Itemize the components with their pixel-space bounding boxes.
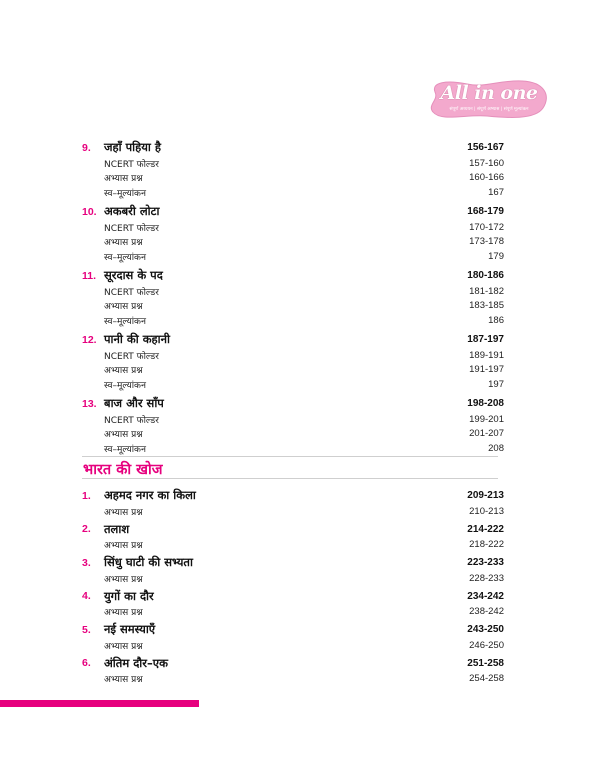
sub-label: अभ्यास प्रश्न (104, 302, 143, 313)
sub-label: NCERT फोल्डर (104, 351, 159, 362)
sub-pages: 228-233 (469, 572, 504, 584)
sub-pages: 218-222 (469, 539, 504, 551)
footer-accent-bar (0, 700, 199, 707)
sub-pages: 170-172 (469, 221, 504, 233)
chapter-title: पानी की कहानी (104, 332, 170, 346)
chapter-pages: 198-208 (467, 398, 504, 409)
chapter-pages: 223-233 (467, 557, 504, 568)
sub-label: अभ्यास प्रश्न (104, 541, 143, 552)
sub-pages: 238-242 (469, 606, 504, 618)
toc-part2 (82, 487, 504, 688)
logo-wordmark: All in one (440, 82, 538, 104)
chapter-title: जहाँ पहिया है (104, 140, 161, 154)
toc-chapter[interactable] (82, 588, 504, 622)
chapter-pages: 209-213 (467, 490, 504, 501)
chapter-pages: 251-258 (467, 657, 504, 669)
sub-label: अभ्यास प्रश्न (104, 574, 143, 585)
chapter-number: 3. (82, 556, 91, 569)
chapter-number: 6. (82, 657, 91, 669)
chapter-number: 1. (82, 489, 91, 502)
chapter-pages: 214-222 (467, 523, 504, 535)
toc-chapter[interactable] (82, 267, 504, 331)
sub-label: अभ्यास प्रश्न (104, 174, 143, 185)
toc-chapter[interactable] (82, 655, 504, 689)
chapter-pages: 156-167 (467, 142, 504, 153)
toc-chapter[interactable] (82, 521, 504, 555)
section-divider (82, 478, 498, 479)
section-divider (82, 456, 498, 457)
sub-pages: 160-166 (469, 172, 504, 184)
sub-label: स्व–मूल्यांकन (104, 444, 146, 455)
chapter-title: सिंधु घाटी की सभ्यता (104, 555, 193, 569)
toc-chapter[interactable] (82, 554, 504, 588)
toc-chapter[interactable] (82, 139, 504, 203)
logo-tagline: संपूर्ण अध्ययन | संपूर्ण अभ्यास | संपूर्ण मूल्यांकन (449, 107, 529, 112)
sub-pages: 254-258 (469, 673, 504, 685)
sub-label: अभ्यास प्रश्न (104, 608, 143, 619)
chapter-title: अंतिम दौर–एक (104, 655, 168, 670)
sub-pages: 181-182 (469, 285, 504, 297)
sub-label: अभ्यास प्रश्न (104, 507, 143, 518)
chapter-title: अहमद नगर का किला (104, 488, 196, 502)
chapter-number: 13. (82, 397, 97, 410)
chapter-number: 5. (82, 623, 91, 636)
toc-chapter[interactable] (82, 487, 504, 521)
sub-pages: 173-178 (469, 236, 504, 248)
chapter-pages: 234-242 (467, 590, 504, 602)
sub-pages: 179 (488, 250, 504, 262)
sub-label: स्व–मूल्यांकन (104, 252, 146, 263)
sub-pages: 210-213 (469, 505, 504, 517)
sub-label: NCERT फोल्डर (104, 223, 159, 234)
chapter-pages: 187-197 (467, 334, 504, 345)
sub-pages: 246-250 (469, 639, 504, 651)
chapter-number: 11. (82, 269, 97, 282)
toc-chapter[interactable] (82, 331, 504, 395)
sub-label: NCERT फोल्डर (104, 159, 159, 170)
chapter-number: 2. (82, 523, 91, 535)
section-title: भारत की खोज (83, 462, 163, 478)
chapter-title: सूरदास के पद (104, 268, 163, 282)
chapter-number: 10. (82, 205, 97, 218)
sub-label: अभ्यास प्रश्न (104, 430, 143, 441)
chapter-title: युगों का दौर (104, 588, 154, 603)
chapter-title: तलाश (104, 521, 130, 536)
chapter-number: 9. (82, 141, 91, 154)
sub-label: स्व–मूल्यांकन (104, 316, 146, 327)
chapter-number: 12. (82, 333, 97, 346)
chapter-pages: 180-186 (467, 270, 504, 281)
sub-pages: 167 (488, 186, 504, 198)
all-in-one-logo (427, 78, 549, 122)
sub-pages: 201-207 (469, 428, 504, 440)
toc-chapter[interactable] (82, 395, 504, 459)
toc-part1 (82, 139, 504, 459)
sub-label: स्व–मूल्यांकन (104, 380, 146, 391)
sub-pages: 199-201 (469, 413, 504, 425)
sub-label: अभ्यास प्रश्न (104, 641, 143, 652)
sub-label: NCERT फोल्डर (104, 415, 159, 426)
sub-pages: 197 (488, 378, 504, 390)
sub-label: अभ्यास प्रश्न (104, 238, 143, 249)
sub-pages: 186 (488, 314, 504, 326)
sub-label: NCERT फोल्डर (104, 287, 159, 298)
toc-chapter[interactable] (82, 203, 504, 267)
toc-chapter[interactable] (82, 621, 504, 655)
sub-pages: 191-197 (469, 364, 504, 376)
chapter-pages: 243-250 (467, 624, 504, 635)
sub-label: अभ्यास प्रश्न (104, 366, 143, 377)
sub-pages: 157-160 (469, 157, 504, 169)
chapter-number: 4. (82, 590, 91, 602)
sub-label: अभ्यास प्रश्न (104, 675, 143, 686)
sub-pages: 183-185 (469, 300, 504, 312)
chapter-title: नई समस्याएँ (104, 622, 156, 636)
sub-pages: 189-191 (469, 349, 504, 361)
sub-label: स्व–मूल्यांकन (104, 188, 146, 199)
chapter-pages: 168-179 (467, 206, 504, 217)
sub-pages: 208 (488, 442, 504, 454)
chapter-title: अकबरी लोटा (104, 204, 160, 218)
chapter-title: बाज और साँप (104, 396, 164, 410)
